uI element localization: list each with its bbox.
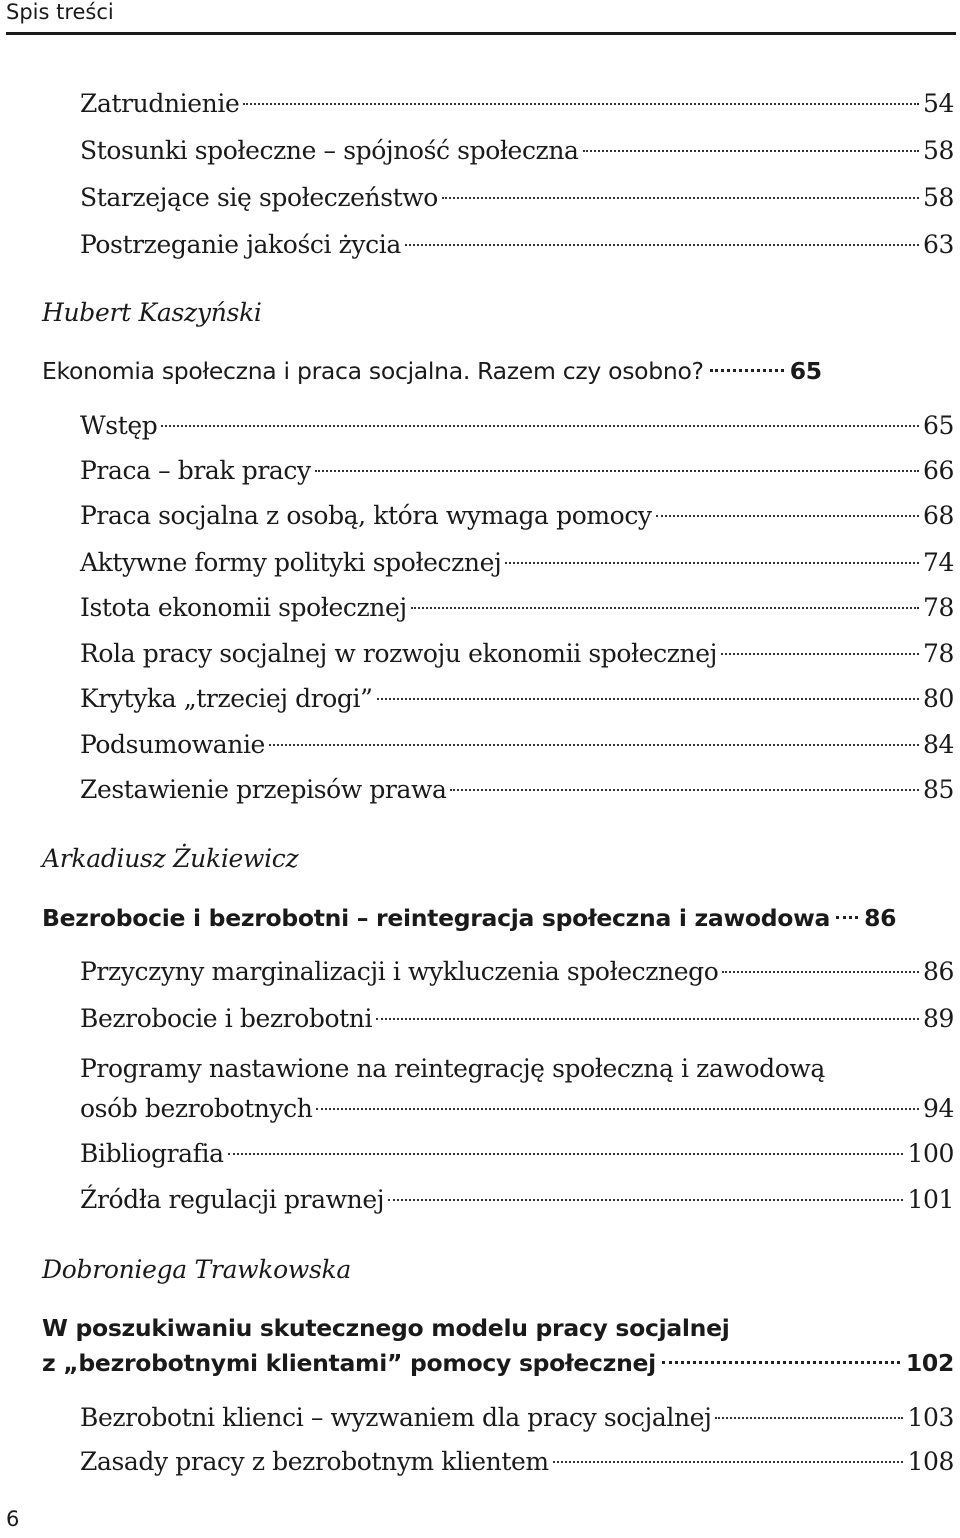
dot-leader — [656, 515, 919, 517]
toc-entry-title: Bezrobocie i bezrobotni — [80, 1004, 373, 1033]
toc-entry-title: Przyczyny marginalizacji i wykluczenia społecznego — [80, 957, 719, 986]
dot-leader — [411, 607, 919, 609]
toc-entry-title: Praca – brak pracy — [80, 456, 311, 485]
chapter-page: 102 — [905, 1349, 954, 1377]
chapter-heading — [42, 901, 954, 935]
toc-entry-page: 86 — [922, 957, 954, 986]
chapter-author: Arkadiusz Żukiewicz — [42, 844, 299, 873]
toc-entry-page: 65 — [922, 411, 954, 440]
dot-leader — [388, 1199, 903, 1201]
toc-entry — [80, 409, 954, 443]
toc-entry-page: 78 — [922, 639, 954, 668]
toc-entry-page: 80 — [922, 684, 954, 713]
dot-leader — [228, 1153, 904, 1155]
toc-entry — [80, 682, 954, 716]
dot-leader — [377, 698, 919, 700]
toc-entry-page: 108 — [907, 1447, 954, 1476]
toc-entry-title: Rola pracy socjalnej w rozwoju ekonomii społecznej — [80, 639, 717, 668]
chapter-page: 86 — [864, 904, 897, 932]
header-rule — [6, 32, 956, 35]
dot-leader — [710, 369, 784, 372]
toc-entry-title: Starzejące się społeczeństwo — [80, 183, 438, 212]
chapter-author: Dobroniega Trawkowska — [42, 1255, 351, 1284]
toc-entry-title-line1: Programy nastawione na reintegrację społeczną i zawodową — [80, 1054, 825, 1083]
toc-entry-title: Aktywne formy polityki społecznej — [80, 548, 502, 577]
toc-entry-title: Wstęp — [80, 411, 158, 440]
dot-leader — [315, 470, 919, 472]
toc-entry-page: 58 — [922, 136, 954, 165]
toc-entry-title: Podsumowanie — [80, 730, 265, 759]
toc-entry — [80, 1445, 954, 1479]
toc-entry — [80, 728, 954, 762]
toc-entry-title: Zatrudnienie — [80, 89, 240, 118]
toc-entry-title: osób bezrobotnych — [80, 1094, 313, 1123]
toc-entry-title: Praca socjalna z osobą, która wymaga pomocy — [80, 501, 652, 530]
toc-entry-title: Krytyka „trzeciej drogi” — [80, 684, 373, 713]
toc-entry-page: 66 — [922, 456, 954, 485]
toc-entry — [80, 637, 954, 671]
chapter-heading — [42, 1346, 954, 1380]
toc-entry-title: Bibliografia — [80, 1139, 224, 1168]
chapter-page: 65 — [789, 357, 822, 385]
running-title: Spis treści — [6, 0, 114, 24]
dot-leader — [721, 653, 919, 655]
toc-entry — [80, 546, 954, 580]
dot-leader — [269, 744, 919, 746]
page-number: 6 — [6, 1507, 20, 1531]
dot-leader — [376, 1018, 919, 1020]
toc-entry-page: 63 — [922, 230, 954, 259]
toc-entry-page: 58 — [922, 183, 954, 212]
dot-leader — [405, 244, 919, 246]
toc-entry-page: 103 — [907, 1403, 954, 1432]
toc-entry — [80, 955, 954, 989]
toc-entry-page: 100 — [907, 1139, 954, 1168]
dot-leader — [243, 103, 919, 105]
toc-entry-page: 78 — [922, 593, 954, 622]
toc-entry-page: 68 — [922, 501, 954, 530]
chapter-heading — [42, 354, 954, 388]
chapter-title-line1: W poszukiwaniu skutecznego modelu pracy socjalnej — [42, 1314, 730, 1342]
toc-entry — [80, 87, 954, 121]
toc-entry-title: Istota ekonomii społecznej — [80, 593, 407, 622]
toc-entry-title: Zasady pracy z bezrobotnym klientem — [80, 1447, 549, 1476]
toc-entry-title: Zestawienie przepisów prawa — [80, 775, 447, 804]
toc-entry — [80, 1092, 954, 1126]
toc-entry-page: 89 — [922, 1004, 954, 1033]
toc-entry — [80, 181, 954, 215]
toc-entry-page: 94 — [922, 1094, 954, 1123]
chapter-author: Hubert Kaszyński — [42, 298, 262, 327]
toc-entry-page: 85 — [922, 775, 954, 804]
toc-entry-page: 101 — [907, 1185, 954, 1214]
dot-leader — [450, 789, 919, 791]
toc-entry — [80, 134, 954, 168]
dot-leader — [836, 916, 858, 919]
toc-entry — [80, 591, 954, 625]
chapter-title: z „bezrobotnymi klientami” pomocy społecznej — [42, 1349, 656, 1377]
dot-leader — [662, 1361, 900, 1364]
dot-leader — [553, 1461, 904, 1463]
dot-leader — [442, 197, 919, 199]
chapter-title: Bezrobocie i bezrobotni – reintegracja społeczna i zawodowa — [42, 904, 831, 932]
toc-entry — [80, 454, 954, 488]
toc-entry — [80, 228, 954, 262]
toc-entry — [80, 1002, 954, 1036]
toc-entry-title: Bezrobotni klienci – wyzwaniem dla pracy socjalnej — [80, 1403, 712, 1432]
toc-entry — [80, 1137, 954, 1171]
chapter-title: Ekonomia społeczna i praca socjalna. Razem czy osobno? — [42, 357, 704, 385]
dot-leader — [316, 1108, 919, 1110]
dot-leader — [583, 150, 919, 152]
dot-leader — [722, 971, 919, 973]
toc-entry — [80, 1401, 954, 1435]
dot-leader — [505, 562, 919, 564]
toc-entry-page: 74 — [922, 548, 954, 577]
toc-entry-title: Źródła regulacji prawnej — [80, 1185, 385, 1214]
toc-entry-title: Stosunki społeczne – spójność społeczna — [80, 136, 579, 165]
toc-entry-page: 84 — [922, 730, 954, 759]
toc-entry — [80, 499, 954, 533]
dot-leader — [715, 1417, 903, 1419]
toc-entry-page: 54 — [922, 89, 954, 118]
toc-entry-title: Postrzeganie jakości życia — [80, 230, 401, 259]
toc-entry — [80, 773, 954, 807]
toc-entry — [80, 1183, 954, 1217]
dot-leader — [161, 425, 919, 427]
